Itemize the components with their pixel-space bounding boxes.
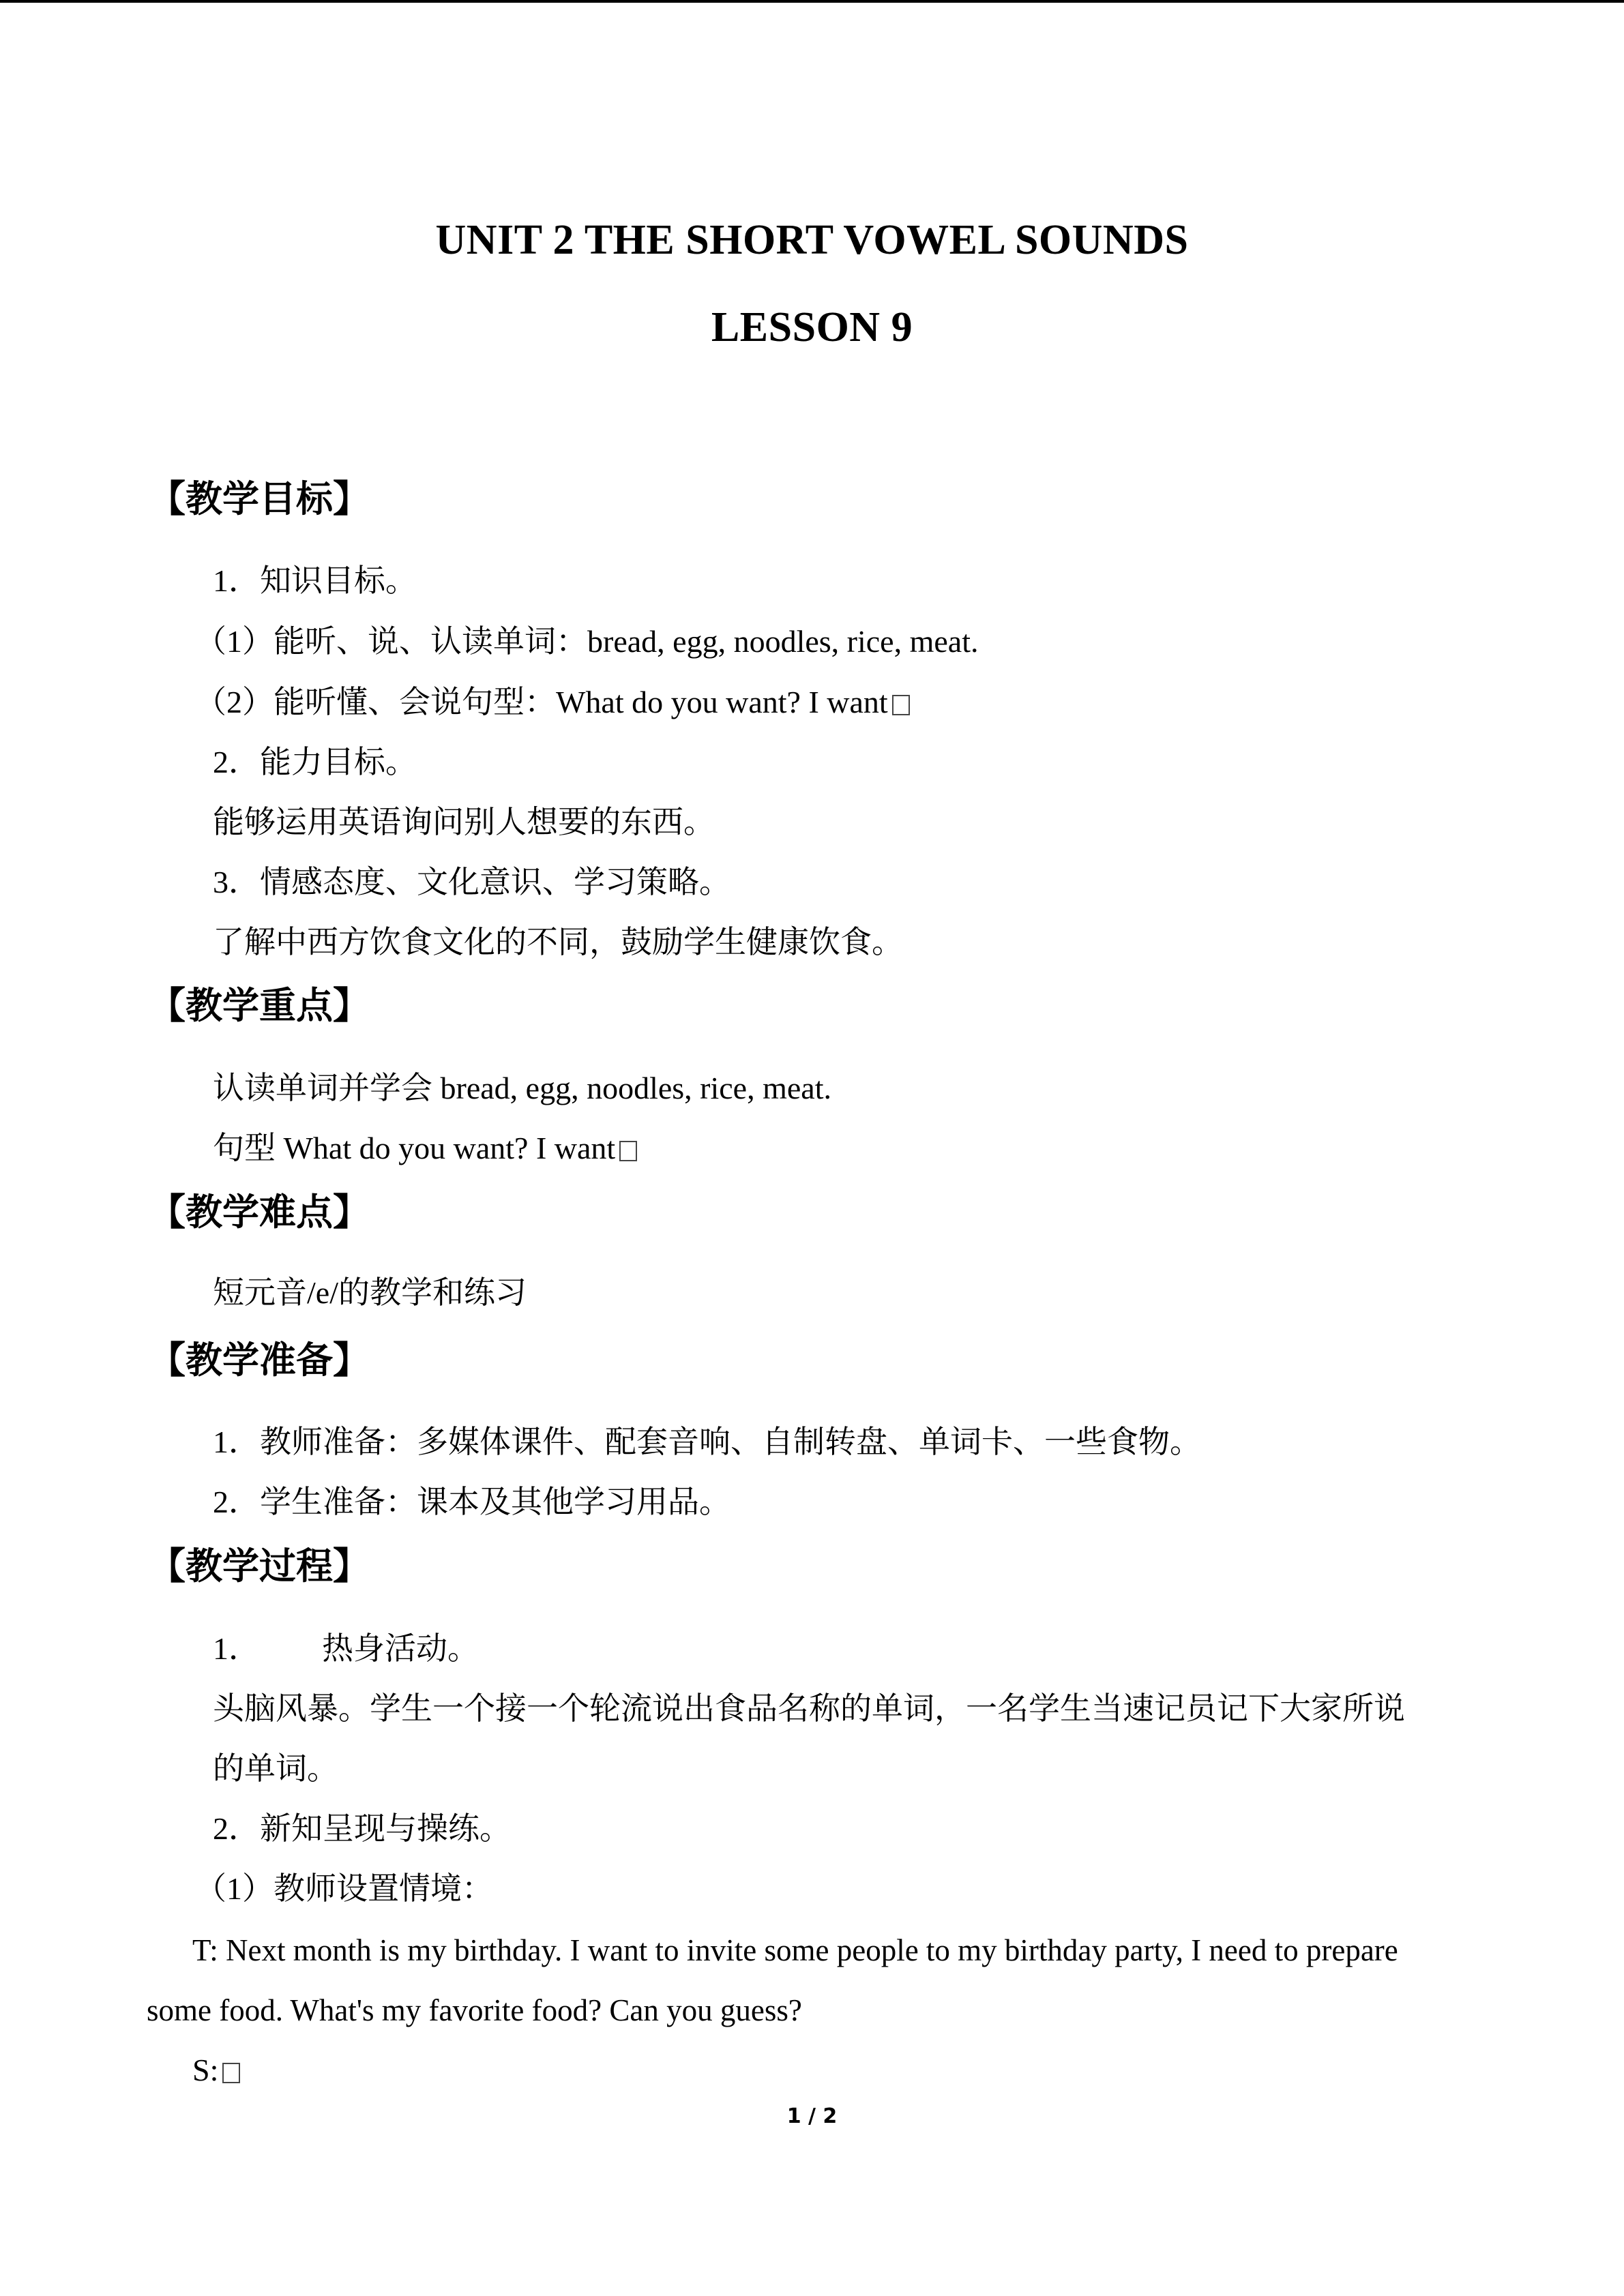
difficulties-heading: 【教学难点】 xyxy=(149,1192,370,1233)
preparation-heading: 【教学准备】 xyxy=(149,1340,370,1381)
objectives-heading: 【教学目标】 xyxy=(149,479,370,520)
lesson-title: LESSON 9 xyxy=(711,304,913,351)
process-line-1 xyxy=(213,1628,479,1669)
missing-glyph-box-icon xyxy=(222,2063,240,2083)
objectives-line-5: 能够运用英语询问别人想要的东西。 xyxy=(213,805,715,839)
preparation-line-1: 1．教师准备：多媒体课件、配套音响、自制转盘、单词卡、一些食物。 xyxy=(213,1425,1201,1459)
difficulties-line-1: 短元音/e/的教学和练习 xyxy=(213,1275,527,1310)
page-number: 1 / 2 xyxy=(786,2104,838,2128)
top-border-rule xyxy=(0,0,1624,3)
objectives-line-2: （1）能听、说、认读单词：bread, egg, noodles, rice, meat. xyxy=(195,624,979,659)
objectives-line-4: 2．能力目标。 xyxy=(213,745,417,779)
process-heading: 【教学过程】 xyxy=(149,1546,370,1587)
process-line-5: （1）教师设置情境： xyxy=(195,1871,493,1906)
unit-title: UNIT 2 THE SHORT VOWEL SOUNDS xyxy=(435,217,1189,263)
process-line-7: some food. What's my favorite food? Can you guess? xyxy=(147,1993,802,2027)
objectives-line-1: 1．知识目标。 xyxy=(213,563,417,598)
keypoints-heading: 【教学重点】 xyxy=(149,985,370,1026)
missing-glyph-box-icon xyxy=(892,695,910,715)
process-line-3: 的单词。 xyxy=(213,1751,338,1786)
objectives-line-7: 了解中西方饮食文化的不同，鼓励学生健康饮食。 xyxy=(213,925,903,959)
process-line-6: T: Next month is my birthday. I want to invite some people to my birthday party, I need to prepare xyxy=(192,1933,1398,1967)
process-line-1-text: 热身活动。 xyxy=(322,1631,479,1666)
objectives-line-6: 3．情感态度、文化意识、学习策略。 xyxy=(213,865,730,899)
process-line-8 xyxy=(192,2050,240,2091)
process-line-4: 2．新知呈现与操练。 xyxy=(213,1811,511,1846)
process-line-1-number: 1． xyxy=(213,1631,260,1666)
preparation-line-2: 2．学生准备：课本及其他学习用品。 xyxy=(213,1485,730,1519)
objectives-line-3-text: （2）能听懂、会说句型：What do you want? I want xyxy=(195,685,888,719)
process-line-2: 头脑风暴。学生一个接一个轮流说出食品名称的单词，一名学生当速记员记下大家所说 xyxy=(213,1691,1405,1726)
process-line-8-text: S: xyxy=(192,2053,219,2087)
keypoints-line-2 xyxy=(213,1128,637,1169)
objectives-line-3 xyxy=(195,682,910,723)
keypoints-line-2-text: 句型 What do you want? I want xyxy=(213,1131,616,1165)
missing-glyph-box-icon xyxy=(619,1141,637,1161)
keypoints-line-1: 认读单词并学会 bread, egg, noodles, rice, meat. xyxy=(213,1071,831,1105)
